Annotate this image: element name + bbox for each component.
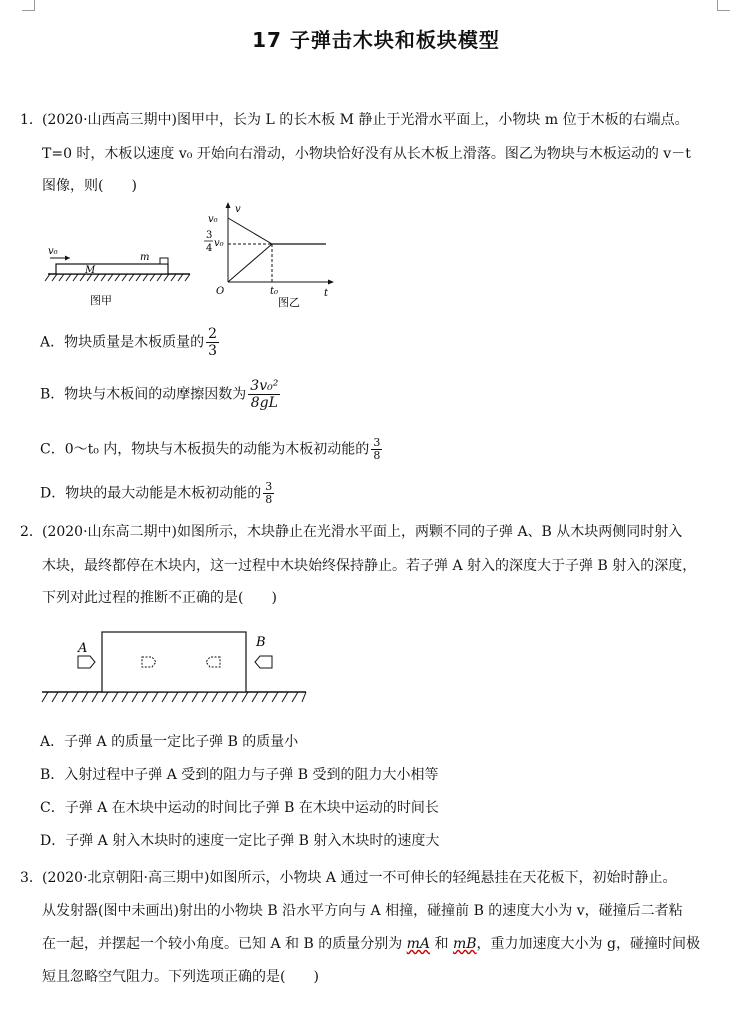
question-text: 短且忽略空气阻力。下列选项正确的是( ) (42, 969, 319, 985)
option-d[interactable]: D．子弹 A 射入木块时的速度一定比子弹 B 射入木块时的速度大 (40, 833, 440, 849)
question-number: 2． (20, 524, 43, 540)
option-b[interactable] (40, 378, 280, 411)
question-text: 下列对此过程的推断不正确的是( ) (42, 590, 277, 606)
question-text: T=0 时，木板以速度 v₀ 开始向右滑动，小物块恰好没有从长木板上滑落。图乙为物块与木板运动的 v－t (42, 146, 691, 162)
option-c[interactable]: C．子弹 A 在木块中运动的时间比子弹 B 在木块中运动的时间长 (40, 800, 439, 816)
label-m: m (140, 252, 150, 263)
figure-board-block (45, 246, 190, 307)
option-text: C．0～t₀ 内，物块与木板损失的动能为木板初动能的 (40, 441, 370, 458)
tick-frac-den: 4 (206, 243, 213, 254)
page-title: 17 子弹击木块和板块模型 (252, 28, 500, 52)
label-M: M (85, 265, 96, 276)
tick-frac-num: 3 (206, 230, 213, 241)
question-text: 图像，则( ) (42, 178, 137, 194)
axis-v-label: v (235, 204, 241, 215)
figure-bullets-block (42, 632, 306, 702)
question-text: 从发射器(图中未画出)射出的小物块 B 沿水平方向与 A 相撞，碰撞前 B 的速度大小为 v，碰撞后二者粘 (42, 903, 683, 919)
question-text: (2020·北京朝阳·高三期中)如图所示，小物块 A 通过一不可伸长的轻绳悬挂在天花板下，初始时静止。 (42, 870, 677, 886)
question-number: 3． (20, 870, 43, 886)
option-text: A．物块质量是木板质量的 (40, 334, 205, 351)
tick-v0: v₀ (208, 214, 218, 225)
question-text: (2020·山西高三期中)图甲中，长为 L 的长木板 M 静止于光滑水平面上，小物块 m 位于木板的右端点。 (42, 112, 689, 128)
label-bullet-a: A (78, 641, 88, 656)
label-bullet-b: B (256, 635, 266, 650)
option-text: D．物块的最大动能是木板初动能的 (40, 485, 262, 502)
option-a[interactable]: A．子弹 A 的质量一定比子弹 B 的质量小 (40, 734, 299, 750)
axis-t-label: t (324, 288, 329, 299)
caption-fig-b: 图乙 (278, 296, 300, 309)
tick-frac-suffix: v₀ (214, 238, 224, 249)
question-text: 木块，最终都停在木块内，这一过程中木块始终保持静止。若子弹 A 射入的深度大于子弹 B 射入的深度， (42, 558, 697, 574)
page-corner-mark (717, 0, 730, 11)
label-v0: v₀ (48, 246, 58, 257)
page-corner-mark (22, 0, 35, 11)
tick-t0: t₀ (270, 286, 279, 297)
figure-q2 (40, 622, 312, 720)
figure-q1 (40, 200, 340, 318)
symbol-mA: mA (406, 936, 431, 952)
question-text: 在一起，并摆起一个较小角度。已知 A 和 B 的质量分别为 mA 和 mB，重力加速度大小为 g，碰撞时间极 (42, 936, 700, 952)
caption-fig-a: 图甲 (90, 294, 112, 307)
fraction: $\frac{\text{3v₀²}}{8gL}$ (250, 378, 279, 411)
question-number: 1． (20, 112, 43, 128)
fraction: $\frac{3}{8}$ (373, 436, 381, 462)
question-text: (2020·山东高二期中)如图所示，木块静止在光滑水平面上，两颗不同的子弹 A、B 从木块两侧同时射入 (42, 524, 683, 540)
option-a[interactable] (40, 326, 219, 359)
symbol-mB: mB (452, 936, 477, 952)
figure-vt-graph (204, 202, 334, 309)
fraction: $\frac{3}{8}$ (265, 480, 273, 506)
origin-label: O (216, 286, 225, 297)
option-b[interactable]: B．入射过程中子弹 A 受到的阻力与子弹 B 受到的阻力大小相等 (40, 767, 439, 783)
option-c[interactable] (40, 437, 382, 462)
option-d[interactable] (40, 481, 274, 506)
fraction: $\frac{2}{3}$ (208, 326, 218, 359)
option-text: B．物块与木板间的动摩擦因数为 (40, 386, 247, 403)
